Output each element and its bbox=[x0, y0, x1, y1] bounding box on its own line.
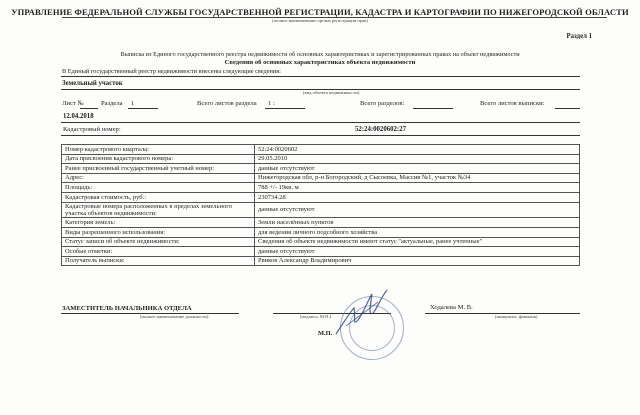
table-row bbox=[62, 218, 580, 228]
blank-line bbox=[555, 108, 580, 109]
table-row bbox=[62, 237, 580, 247]
total-sheets-extract-label: Всего листов выписки: bbox=[480, 100, 545, 107]
row-value: данные отсутствуют bbox=[255, 202, 580, 218]
row-key: Кадастровая стоимость, руб.: bbox=[62, 192, 255, 202]
row-key: Номер кадастрового квартала: bbox=[62, 145, 255, 155]
table-row bbox=[62, 227, 580, 237]
row-key: Площадь: bbox=[62, 183, 255, 193]
row-key: Ранее присвоенный государственный учетный номер: bbox=[62, 164, 255, 174]
section-number-label: Раздела bbox=[101, 100, 123, 107]
agency-caption: (полное наименование органа регистрации прав) bbox=[272, 18, 368, 23]
table-row bbox=[62, 256, 580, 266]
row-value: для ведения личного подсобного хозяйства bbox=[255, 227, 580, 237]
stamp-mark: М.П. bbox=[318, 330, 333, 337]
extract-date: 12.04.2018 bbox=[63, 113, 94, 120]
table-row bbox=[62, 183, 580, 193]
total-sections-label: Всего разделов: bbox=[360, 100, 405, 107]
row-value: 788 +/- 19кв. м bbox=[255, 183, 580, 193]
table-row bbox=[62, 145, 580, 155]
position-caption: (полное наименование должности) bbox=[140, 314, 209, 319]
object-type: Земельный участок bbox=[62, 80, 123, 87]
section-label: Раздел 1 bbox=[566, 33, 592, 40]
extract-heading: Выписка из Единого государственного реестра недвижимости об основных характеристиках и зарегистрированных правах на объект недвижимости bbox=[120, 51, 520, 58]
table-row bbox=[62, 202, 580, 218]
handwritten-signature bbox=[332, 282, 392, 342]
row-key: Особые отметки: bbox=[62, 247, 255, 257]
signer-name: Ходалева М. В. bbox=[430, 304, 473, 311]
row-value: Сведения об объекте недвижимости имеют статус "актуальные, ранее учтенные" bbox=[255, 237, 580, 247]
total-sheets-section-value: 1 : bbox=[268, 100, 275, 107]
blank-line bbox=[413, 108, 453, 109]
table-row bbox=[62, 164, 580, 174]
row-value: Земли населённых пунктов bbox=[255, 218, 580, 228]
total-sheets-section-label: Всего листов раздела bbox=[197, 100, 257, 107]
blank-line bbox=[265, 108, 305, 109]
row-key: Дата присвоения кадастрового номера: bbox=[62, 154, 255, 164]
object-type-caption: (вид объекта недвижимости) bbox=[303, 90, 360, 95]
blank-line bbox=[128, 108, 158, 109]
cadastral-number: 52:24:0020602:27 bbox=[355, 126, 406, 133]
row-key: Кадастровые номера расположенных в пределах земельного участка объектов недвижимости: bbox=[62, 202, 255, 218]
row-key: Адрес: bbox=[62, 173, 255, 183]
intro-text: В Единый государственный реестр недвижимости внесены следующие сведения: bbox=[62, 68, 281, 75]
signer-position: ЗАМЕСТИТЕЛЬ НАЧАЛЬНИКА ОТДЕЛА bbox=[62, 305, 192, 312]
table-row bbox=[62, 154, 580, 164]
divider bbox=[61, 135, 580, 136]
name-caption: (инициалы, фамилия) bbox=[495, 314, 538, 319]
row-value: данные отсутствуют bbox=[255, 164, 580, 174]
extract-subheading: Сведения об основных характеристиках объекта недвижимости bbox=[224, 59, 416, 66]
divider bbox=[61, 76, 580, 77]
row-value: 29.05.2010 bbox=[255, 154, 580, 164]
section-number-value: 1 bbox=[131, 100, 135, 107]
row-value: Нижегородская обл, р-н Богородский, д Сысоевка, Массив №1, участок №34 bbox=[255, 173, 580, 183]
sheet-number-label: Лист № bbox=[62, 100, 84, 107]
row-value: данные отсутствуют bbox=[255, 247, 580, 257]
divider bbox=[61, 122, 580, 123]
row-key: Виды разрешенного использования: bbox=[62, 227, 255, 237]
row-value: 230734.28 bbox=[255, 192, 580, 202]
row-value: 52:24:0020602 bbox=[255, 145, 580, 155]
row-key: Категория земель: bbox=[62, 218, 255, 228]
table-row bbox=[62, 247, 580, 257]
agency-title: УПРАВЛЕНИЕ ФЕДЕРАЛЬНОЙ СЛУЖБЫ ГОСУДАРСТВЕННОЙ РЕГИСТРАЦИИ, КАДАСТРА И КАРТОГРАФИИ ПО НИЖЕГОРОДСКОЙ ОБЛАСТИ bbox=[11, 7, 629, 17]
row-key: Получатель выписки: bbox=[62, 256, 255, 266]
sign-caption: (подпись, М.П.) bbox=[300, 314, 332, 319]
table-row bbox=[62, 173, 580, 183]
characteristics-table bbox=[61, 144, 580, 266]
table-row bbox=[62, 192, 580, 202]
cadastral-label: Кадастровый номер: bbox=[63, 126, 121, 133]
row-key: Статус записи об объекте недвижимости: bbox=[62, 237, 255, 247]
blank-line bbox=[80, 108, 98, 109]
row-value: Рвиков Александр Владимирович bbox=[255, 256, 580, 266]
